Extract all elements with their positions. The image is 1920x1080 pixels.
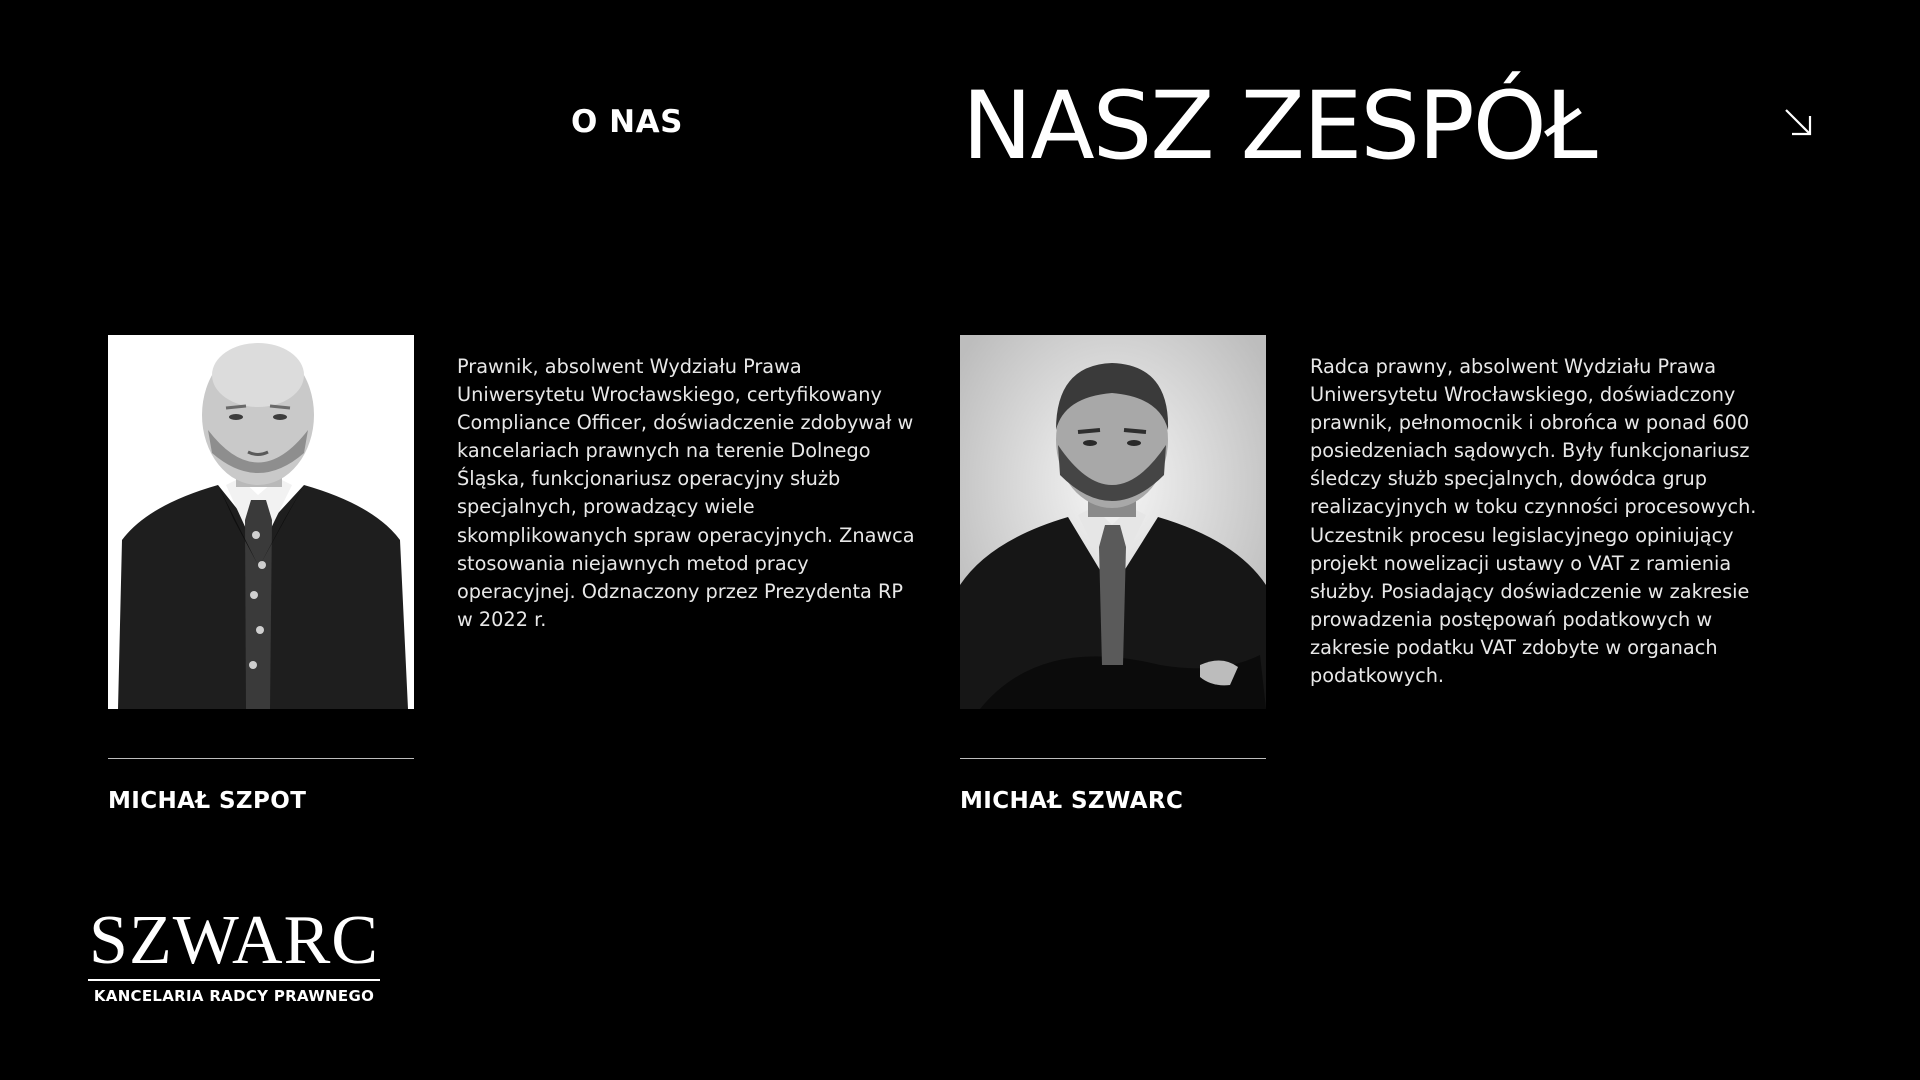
- member-bio: Radca prawny, absolwent Wydziału Prawa Uniwersytetu Wrocławskiego, doświadczony prawnik, pełnomocnik i obrońca w ponad 600 posiedzeniach sądowych. Były funkcjonariusz śledczy służb specjalnych, dowódca grup realizacyjnych w toku czynności procesowych. Uczestnik procesu legislacyjnego opiniujący projekt nowelizacji ustawy o VAT z ramienia służby. Posiadający doświadczenie w zakresie prowadzenia postępowań podatkowych w zakresie podatku VAT zdobyte w organach podatkowych.: [1310, 355, 1757, 688]
- member-bio: Prawnik, absolwent Wydziału Prawa Uniwersytetu Wrocławskiego, certyfikowany Compliance Officer, doświadczenie zdobywał w kancelariach prawnych na terenie Dolnego Śląska, funkcjonariusz operacyjny służb specjalnych, prowadzący wiele skomplikowanych spraw operacyjnych. Znawca stosowania niejawnych metod pracy operacyjnej. Odznaczony przez Prezydenta RP w 2022 r.: [457, 355, 915, 631]
- brand-logo: [88, 902, 380, 1005]
- arrow-down-right-icon[interactable]: [1780, 104, 1816, 140]
- member-photo: [108, 335, 414, 709]
- member-name: MICHAŁ SZWARC: [960, 788, 1184, 814]
- member-name: MICHAŁ SZPOT: [108, 788, 307, 814]
- name-divider: [960, 758, 1266, 759]
- logo-tagline: KANCELARIA RADCY PRAWNEGO: [93, 987, 375, 1005]
- logo-wordmark: SZWARC: [89, 902, 379, 979]
- section-label: O NAS: [571, 104, 683, 140]
- name-divider: [108, 758, 414, 759]
- page-title: NASZ ZESPÓŁ: [962, 72, 1596, 181]
- member-photo: [960, 335, 1266, 709]
- logo-rule: [88, 979, 380, 981]
